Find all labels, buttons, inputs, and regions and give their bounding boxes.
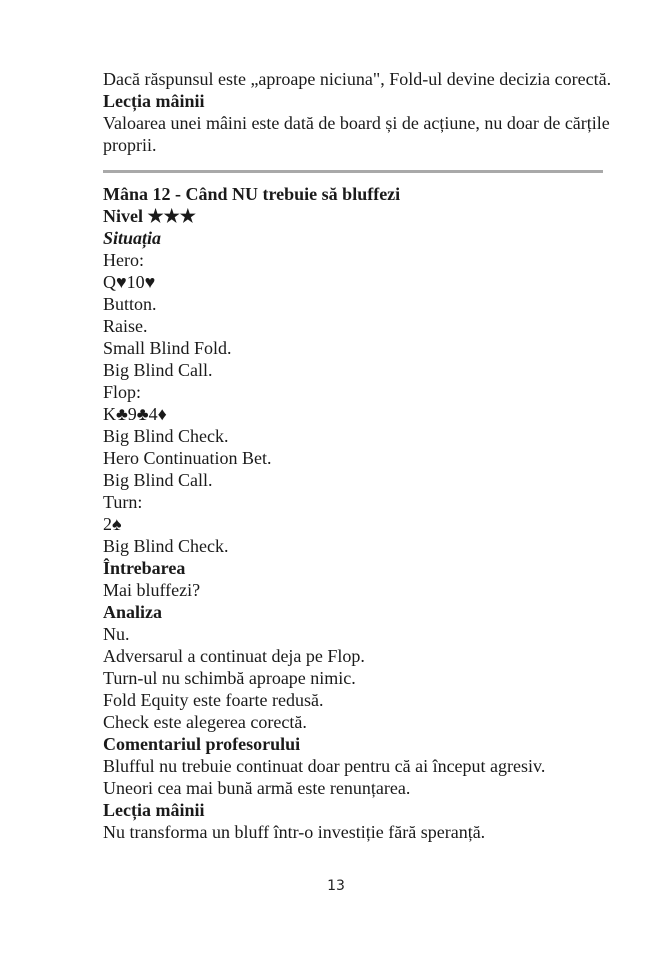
page-number: 13 (327, 878, 345, 894)
situation-line: Big Blind Call. (103, 360, 213, 380)
analysis-line: Nu. (103, 624, 130, 644)
lesson-heading-previous: Lecția mâinii (103, 91, 205, 111)
question-heading: Întrebarea (103, 558, 186, 578)
situation-line: Flop: (103, 382, 142, 402)
lesson-text: Nu transforma un bluff într-o investiție fără speranță. (103, 822, 486, 842)
intro-paragraph: Dacă răspunsul este „aproape niciuna", Fold-ul devine decizia corectă. (103, 69, 612, 89)
situation-heading: Situația (103, 228, 162, 248)
lesson-heading: Lecția mâinii (103, 800, 205, 820)
question-text: Mai bluffezi? (103, 580, 201, 600)
situation-line: Small Blind Fold. (103, 338, 232, 358)
page-content (103, 68, 613, 843)
comment-lines (103, 755, 613, 799)
situation-line: Turn: (103, 492, 143, 512)
situation-line: Button. (103, 294, 157, 314)
analysis-line: Check este alegerea corectă. (103, 712, 307, 732)
hand-title: Mâna 12 - Când NU trebuie să bluffezi (103, 184, 401, 204)
situation-line: Big Blind Check. (103, 536, 229, 556)
situation-line: K♣9♣4♦ (103, 404, 167, 424)
comment-line: Blufful nu trebuie continuat doar pentru că ai început agresiv. (103, 756, 546, 776)
situation-line: Big Blind Call. (103, 470, 213, 490)
comment-line: Uneori cea mai bună armă este renunțarea. (103, 778, 411, 798)
analysis-line: Fold Equity este foarte redusă. (103, 690, 324, 710)
section-divider (103, 170, 603, 173)
analysis-lines (103, 623, 613, 733)
analysis-line: Adversarul a continuat deja pe Flop. (103, 646, 365, 666)
lesson-text-previous: Valoarea unei mâini este dată de board și de acțiune, nu doar de cărțile proprii. (103, 113, 610, 155)
situation-line: Raise. (103, 316, 148, 336)
situation-line: Big Blind Check. (103, 426, 229, 446)
hand-level: Nivel ★★★ (103, 206, 196, 226)
situation-lines (103, 249, 613, 557)
comment-heading: Comentariul profesorului (103, 734, 301, 754)
situation-line: Hero Continuation Bet. (103, 448, 272, 468)
analysis-line: Turn-ul nu schimbă aproape nimic. (103, 668, 356, 688)
analysis-heading: Analiza (103, 602, 163, 622)
situation-line: Hero: (103, 250, 144, 270)
situation-line: Q♥10♥ (103, 272, 156, 292)
situation-line: 2♠ (103, 514, 122, 534)
